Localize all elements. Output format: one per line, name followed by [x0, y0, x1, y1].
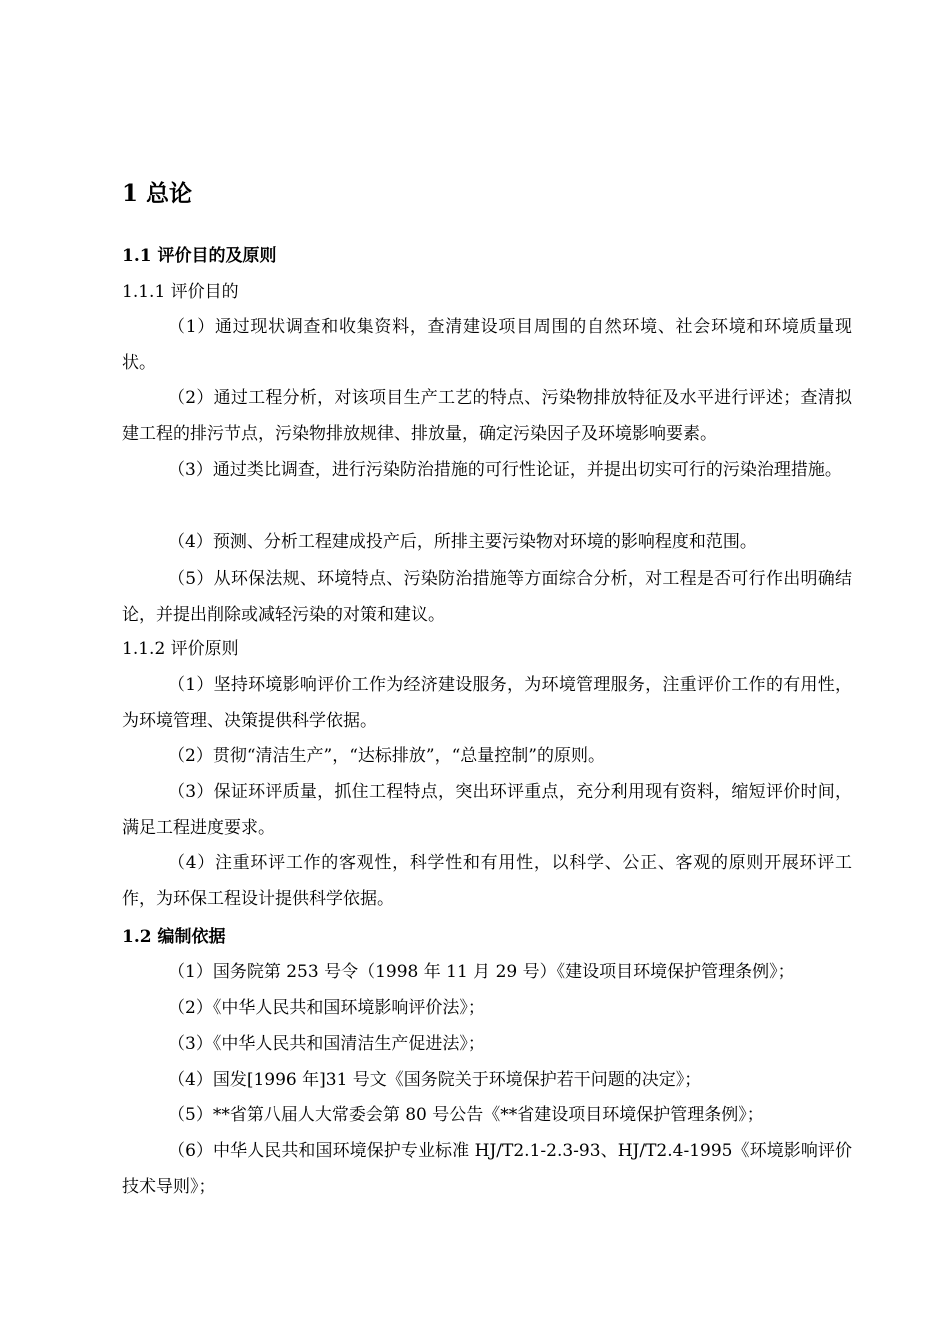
chapter-heading: 1 总论	[122, 180, 193, 207]
paragraph: （4）预测、分析工程建成投产后，所排主要污染物对环境的影响程度和范围。	[168, 532, 757, 552]
paragraph: （4）注重环评工作的客观性，科学性和有用性，以科学、公正、客观的原则开展环评工作，为环保工程设计提供科学依据。	[122, 853, 852, 909]
paragraph: （6）中华人民共和国环境保护专业标准 HJ/T2.1-2.3-93、HJ/T2.4-1995《环境影响评价技术导则》；	[122, 1141, 852, 1197]
paragraph: （1）坚持环境影响评价工作为经济建设服务，为环境管理服务，注重评价工作的有用性，为环境管理、决策提供科学依据。	[122, 675, 852, 731]
subsection-heading-1-1-1: 1.1.1 评价目的	[122, 282, 239, 302]
paragraph: （5）从环保法规、环境特点、污染防治措施等方面综合分析，对工程是否可行作出明确结论，并提出削除或减轻污染的对策和建议。	[122, 569, 852, 625]
paragraph: （2）贯彻“清洁生产”，“达标排放”，“总量控制”的原则。	[168, 746, 605, 766]
paragraph: （4）国发[1996 年]31 号文《国务院关于环境保护若干问题的决定》；	[168, 1070, 702, 1090]
paragraph: （2）通过工程分析，对该项目生产工艺的特点、污染物排放特征及水平进行评述；查清拟建工程的排污节点，污染物排放规律、排放量，确定污染因子及环境影响要素。	[122, 388, 852, 444]
paragraph: （5）**省第八届人大常委会第 80 号公告《**省建设项目环境保护管理条例》；	[168, 1105, 764, 1125]
section-heading-1-2: 1.2 编制依据	[122, 927, 226, 947]
section-heading-1-1: 1.1 评价目的及原则	[122, 246, 277, 266]
paragraph: （3）《中华人民共和国清洁生产促进法》；	[168, 1034, 485, 1054]
paragraph: （2）《中华人民共和国环境影响评价法》；	[168, 998, 485, 1018]
paragraph: （3）保证环评质量，抓住工程特点，突出环评重点，充分利用现有资料，缩短评价时间，满足工程进度要求。	[122, 782, 852, 838]
subsection-heading-1-1-2: 1.1.2 评价原则	[122, 639, 239, 659]
paragraph: （1）国务院第 253 号令（1998 年 11 月 29 号）《建设项目环境保护管理条例》；	[168, 962, 795, 982]
paragraph: （1）通过现状调查和收集资料，查清建设项目周围的自然环境、社会环境和环境质量现状。	[122, 317, 852, 373]
paragraph: （3）通过类比调查，进行污染防治措施的可行性论证，并提出切实可行的污染治理措施。	[168, 460, 842, 480]
